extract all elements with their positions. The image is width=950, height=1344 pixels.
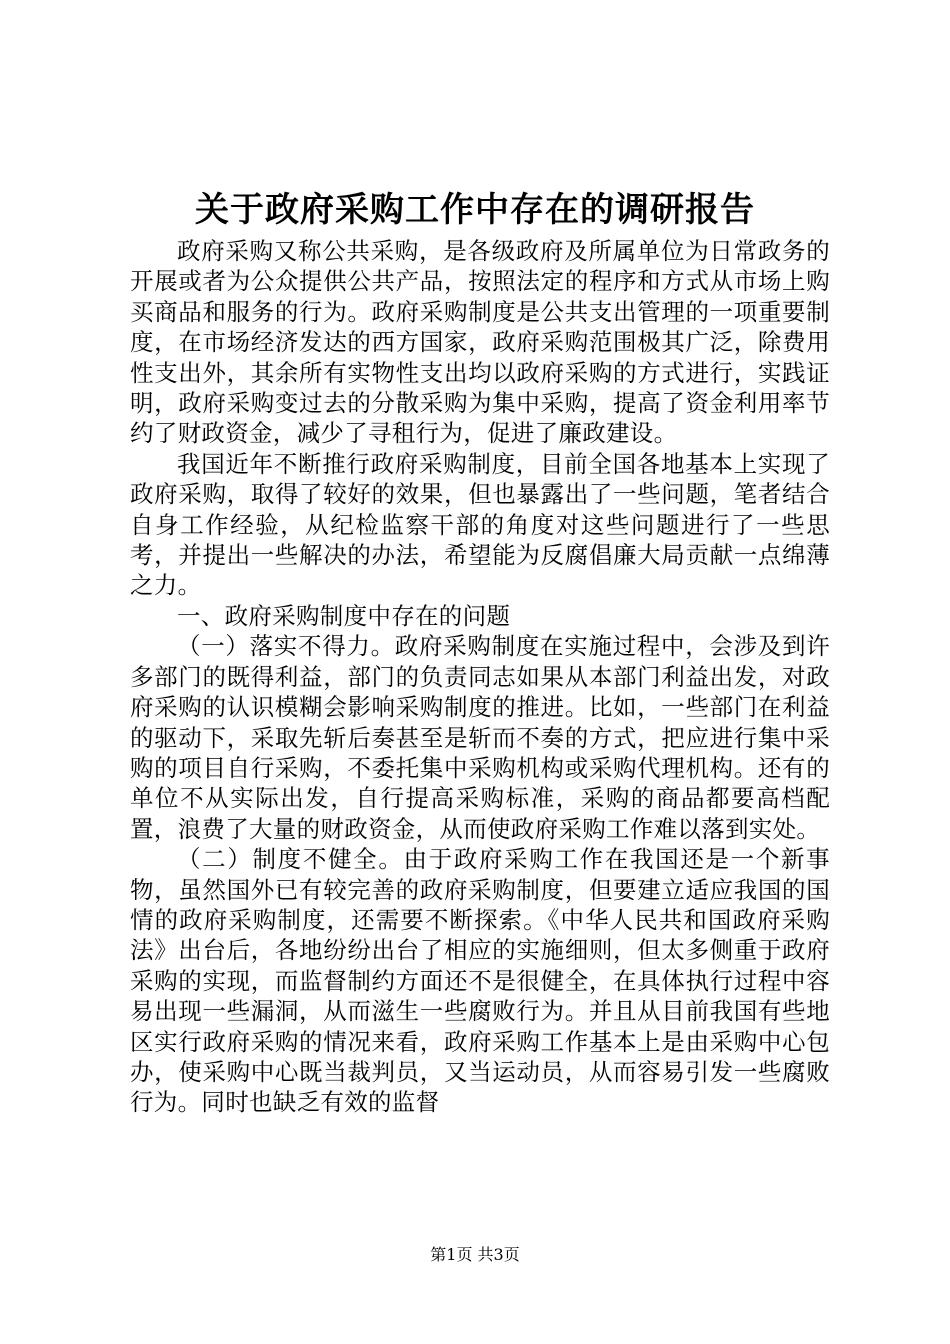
paragraph-problem-2: （二）制度不健全。由于政府采购工作在我国还是一个新事物，虽然国外已有较完善的政府采购制度，但要建立适应我国的国情的政府采购制度，还需要不断探索。《中华人民共和国政府采购法》出台后，各地纷纷出台了相应的实施细则，但太多侧重于政府采购的实现，而监督制约方面还不是很健全，在具体执行过程中容易出现一些漏洞，从而滋生一些腐败行为。并且从目前我国有些地区实行政府采购的情况来看，政府采购工作基本上是由采购中心包办，使采购中心既当裁判员，又当运动员，从而容易引发一些腐败行为。同时也缺乏有效的监督	[130, 845, 830, 1117]
document-title: 关于政府采购工作中存在的调研报告	[195, 190, 755, 230]
document-body	[130, 236, 830, 1118]
page-footer: 第1页 共3页	[430, 1245, 520, 1264]
section-heading-problems: 一、政府采购制度中存在的问题	[177, 601, 511, 630]
paragraph-problem-1: （一）落实不得力。政府采购制度在实施过程中，会涉及到许多部门的既得利益，部门的负责同志如果从本部门利益出发，对政府采购的认识模糊会影响采购制度的推进。比如，一些部门在利益的驱动下，采取先斩后奏甚至是斩而不奏的方式，把应进行集中采购的项目自行采购，不委托集中采购机构或采购代理机构。还有的单位不从实际出发，自行提高采购标准，采购的商品都要高档配置，浪费了大量的财政资金，从而使政府采购工作难以落到实处。	[130, 632, 830, 843]
paragraph-intro: 政府采购又称公共采购，是各级政府及所属单位为日常政务的开展或者为公众提供公共产品，按照法定的程序和方式从市场上购买商品和服务的行为。政府采购制度是公共支出管理的一项重要制度，在市场经济发达的西方国家，政府采购范围极其广泛，除费用性支出外，其余所有实物性支出均以政府采购的方式进行，实践证明，政府采购变过去的分散采购为集中采购，提高了资金利用率节约了财政资金，减少了寻租行为，促进了廉政建设。	[130, 237, 830, 448]
paragraph-background: 我国近年不断推行政府采购制度，目前全国各地基本上实现了政府采购，取得了较好的效果，但也暴露出了一些问题，笔者结合自身工作经验，从纪检监察干部的角度对这些问题进行了一些思考，并提出一些解决的办法，希望能为反腐倡廉大局贡献一点绵薄之力。	[130, 449, 830, 600]
